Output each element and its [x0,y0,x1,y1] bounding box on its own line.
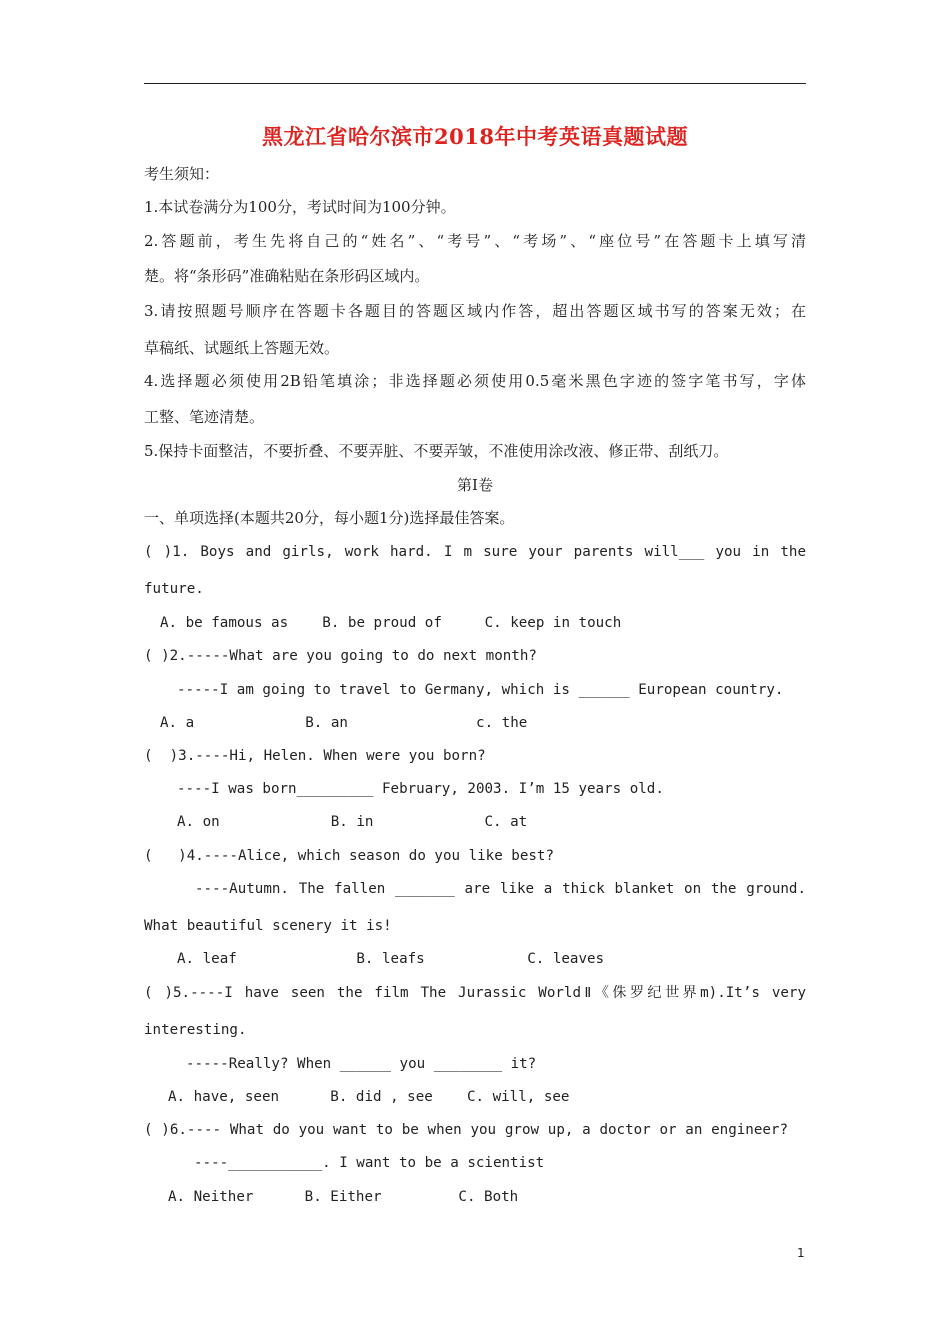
question-4-line-3: What beautiful scenery it is! [144,918,392,934]
question-3-line-2: ----I was born_________ February, 2003. I’m 15 years old. [177,781,664,797]
question-6-options: A. Neither B. Either C. Both [168,1189,519,1205]
question-1-line-1: ( )1. Boys and girls, work hard. I m sure your parents will___ you in the [144,544,806,560]
question-4-line-2: ----Autumn. The fallen _______ are like a thick blanket on the ground. [195,881,806,897]
notice-item-1: 1.本试卷满分为100分，考试时间为100分钟。 [144,198,456,216]
question-3-line-1: ( )3.----Hi, Helen. When were you born? [144,748,486,764]
notice-item-4-cont: 工整、笔迹清楚。 [144,408,265,426]
page-number: 1 [797,1246,805,1260]
notice-item-2: 2.答题前，考生先将自己的“姓名”、“考号”、“考场”、“座位号”在答题卡上填写清 [144,232,806,250]
question-5-line-1: ( )5.----I have seen the film The Jurassic WorldⅡ《侏罗纪世界m).It’s very [144,985,806,1001]
section-heading: 一、单项选择(本题共20分，每小题1分)选择最佳答案。 [144,509,515,527]
notice-item-3-cont: 草稿纸、试题纸上答题无效。 [144,339,340,357]
header-rule [144,83,806,84]
notice-item-2-cont: 楚。将“条形码”准确粘贴在条形码区域内。 [144,267,430,285]
question-5-line-2: interesting. [144,1022,247,1038]
question-6-line-2: ----___________. I want to be a scientist [194,1155,545,1171]
question-2-options: A. a B. an c. the [160,715,528,731]
notice-item-5: 5.保持卡面整洁，不要折叠、不要弄脏、不要弄皱，不准使用涂改液、修正带、刮纸刀。 [144,442,729,460]
page-title: 黑龙江省哈尔滨市2018年中考英语真题试题 [262,124,688,149]
question-2-line-1: ( )2.-----What are you going to do next month? [144,648,537,664]
question-4-line-1: ( )4.----Alice, which season do you like best? [144,848,554,864]
question-3-options: A. on B. in C. at [177,814,528,830]
question-5-options: A. have, seen B. did , see C. will, see [168,1089,570,1105]
notice-heading: 考生须知： [144,165,220,183]
notice-item-3: 3.请按照题号顺序在答题卡各题目的答题区域内作答，超出答题区域书写的答案无效；在 [144,302,806,320]
question-1-line-2: future. [144,581,204,597]
question-6-line-1: ( )6.---- What do you want to be when you grow up, a doctor or an engineer? [144,1122,788,1138]
question-5-line-3: -----Really? When ______ you ________ it? [186,1056,537,1072]
question-4-options: A. leaf B. leafs C. leaves [177,951,605,967]
notice-item-4: 4.选择题必须使用2B铅笔填涂；非选择题必须使用0.5毫米黑色字迹的签字笔书写，字体 [144,372,806,390]
volume-heading: 第I卷 [457,476,493,494]
question-1-options: A. be famous as B. be proud of C. keep in touch [160,615,622,631]
question-2-line-2: -----I am going to travel to Germany, which is ______ European country. [177,682,784,698]
